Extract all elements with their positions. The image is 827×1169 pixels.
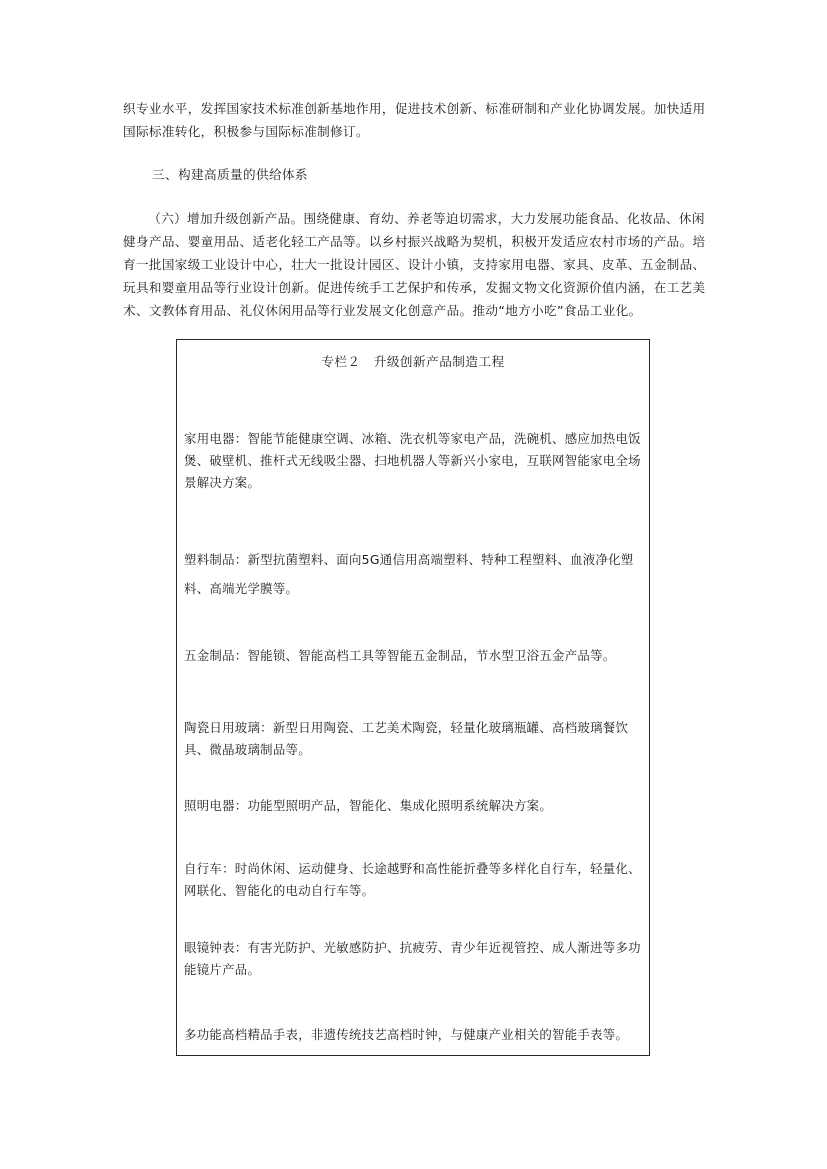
item-ceramics-glass: 陶瓷日用玻璃：新型日用陶瓷、工艺美术陶瓷，轻量化玻璃瓶罐、高档玻璃餐饮具、微晶玻璃制品等。 bbox=[184, 720, 629, 757]
item-glasses-watches: 眼镜钟表：有害光防护、光敏感防护、抗疲劳、青少年近视管控、成人渐进等多功能镜片产品。 bbox=[184, 940, 641, 977]
item-premium-watches: 多功能高档精品手表，非遗传统技艺高档时钟，与健康产业相关的智能手表等。 bbox=[184, 1027, 629, 1042]
item-plastic-products: 塑料制品：新型抗菌塑料、面向5G通信用高端塑料、特种工程塑料、血液净化塑料、高端光学膜等。 bbox=[184, 552, 634, 596]
item-home-appliances: 家用电器：智能节能健康空调、冰箱、洗衣机等家电产品，洗碗机、感应加热电饭煲、破壁机、推杆式无线吸尘器、扫地机器人等新兴小家电，互联网智能家电全场景解决方案。 bbox=[184, 431, 641, 490]
item-lighting-appliances: 照明电器：功能型照明产品，智能化、集成化照明系统解决方案。 bbox=[184, 798, 553, 813]
column-box-upgrade-products bbox=[176, 339, 650, 1056]
section-heading: 三、构建高质量的供给体系 bbox=[152, 167, 308, 182]
item-hardware-products: 五金制品：智能锁、智能高档工具等智能五金制品，节水型卫浴五金产品等。 bbox=[184, 648, 616, 663]
body-paragraph-innovation-products: （六）增加升级创新产品。围绕健康、育幼、养老等迫切需求，大力发展功能食品、化妆品、休闲健身产品、婴童用品、适老化轻工产品等。以乡村振兴战略为契机，积极开发适应农村市场的产品。培育一批国家级工业设计中心，壮大一批设计园区、设计小镇，支持家用电器、家具、皮革、五金制品、玩具和婴童用品等行业设计创新。促进传统手工艺保护和传承，发掘文物文化资源价值内涵，在工艺美术、文教体育用品、礼仪休闲用品等行业发展文化创意产品。推动“地方小吃”食品工业化。 bbox=[123, 211, 706, 318]
column-box-title: 专栏２ 升级创新产品制造工程 bbox=[321, 354, 505, 369]
item-bicycles: 自行车：时尚休闲、运动健身、长途越野和高性能折叠等多样化自行车，轻量化、网联化、智能化的电动自行车等。 bbox=[184, 861, 641, 898]
body-paragraph-standards: 织专业水平，发挥国家技术标准创新基地作用，促进技术创新、标准研制和产业化协调发展。加快适用国际标准转化，积极参与国际标准制修订。 bbox=[123, 101, 706, 139]
